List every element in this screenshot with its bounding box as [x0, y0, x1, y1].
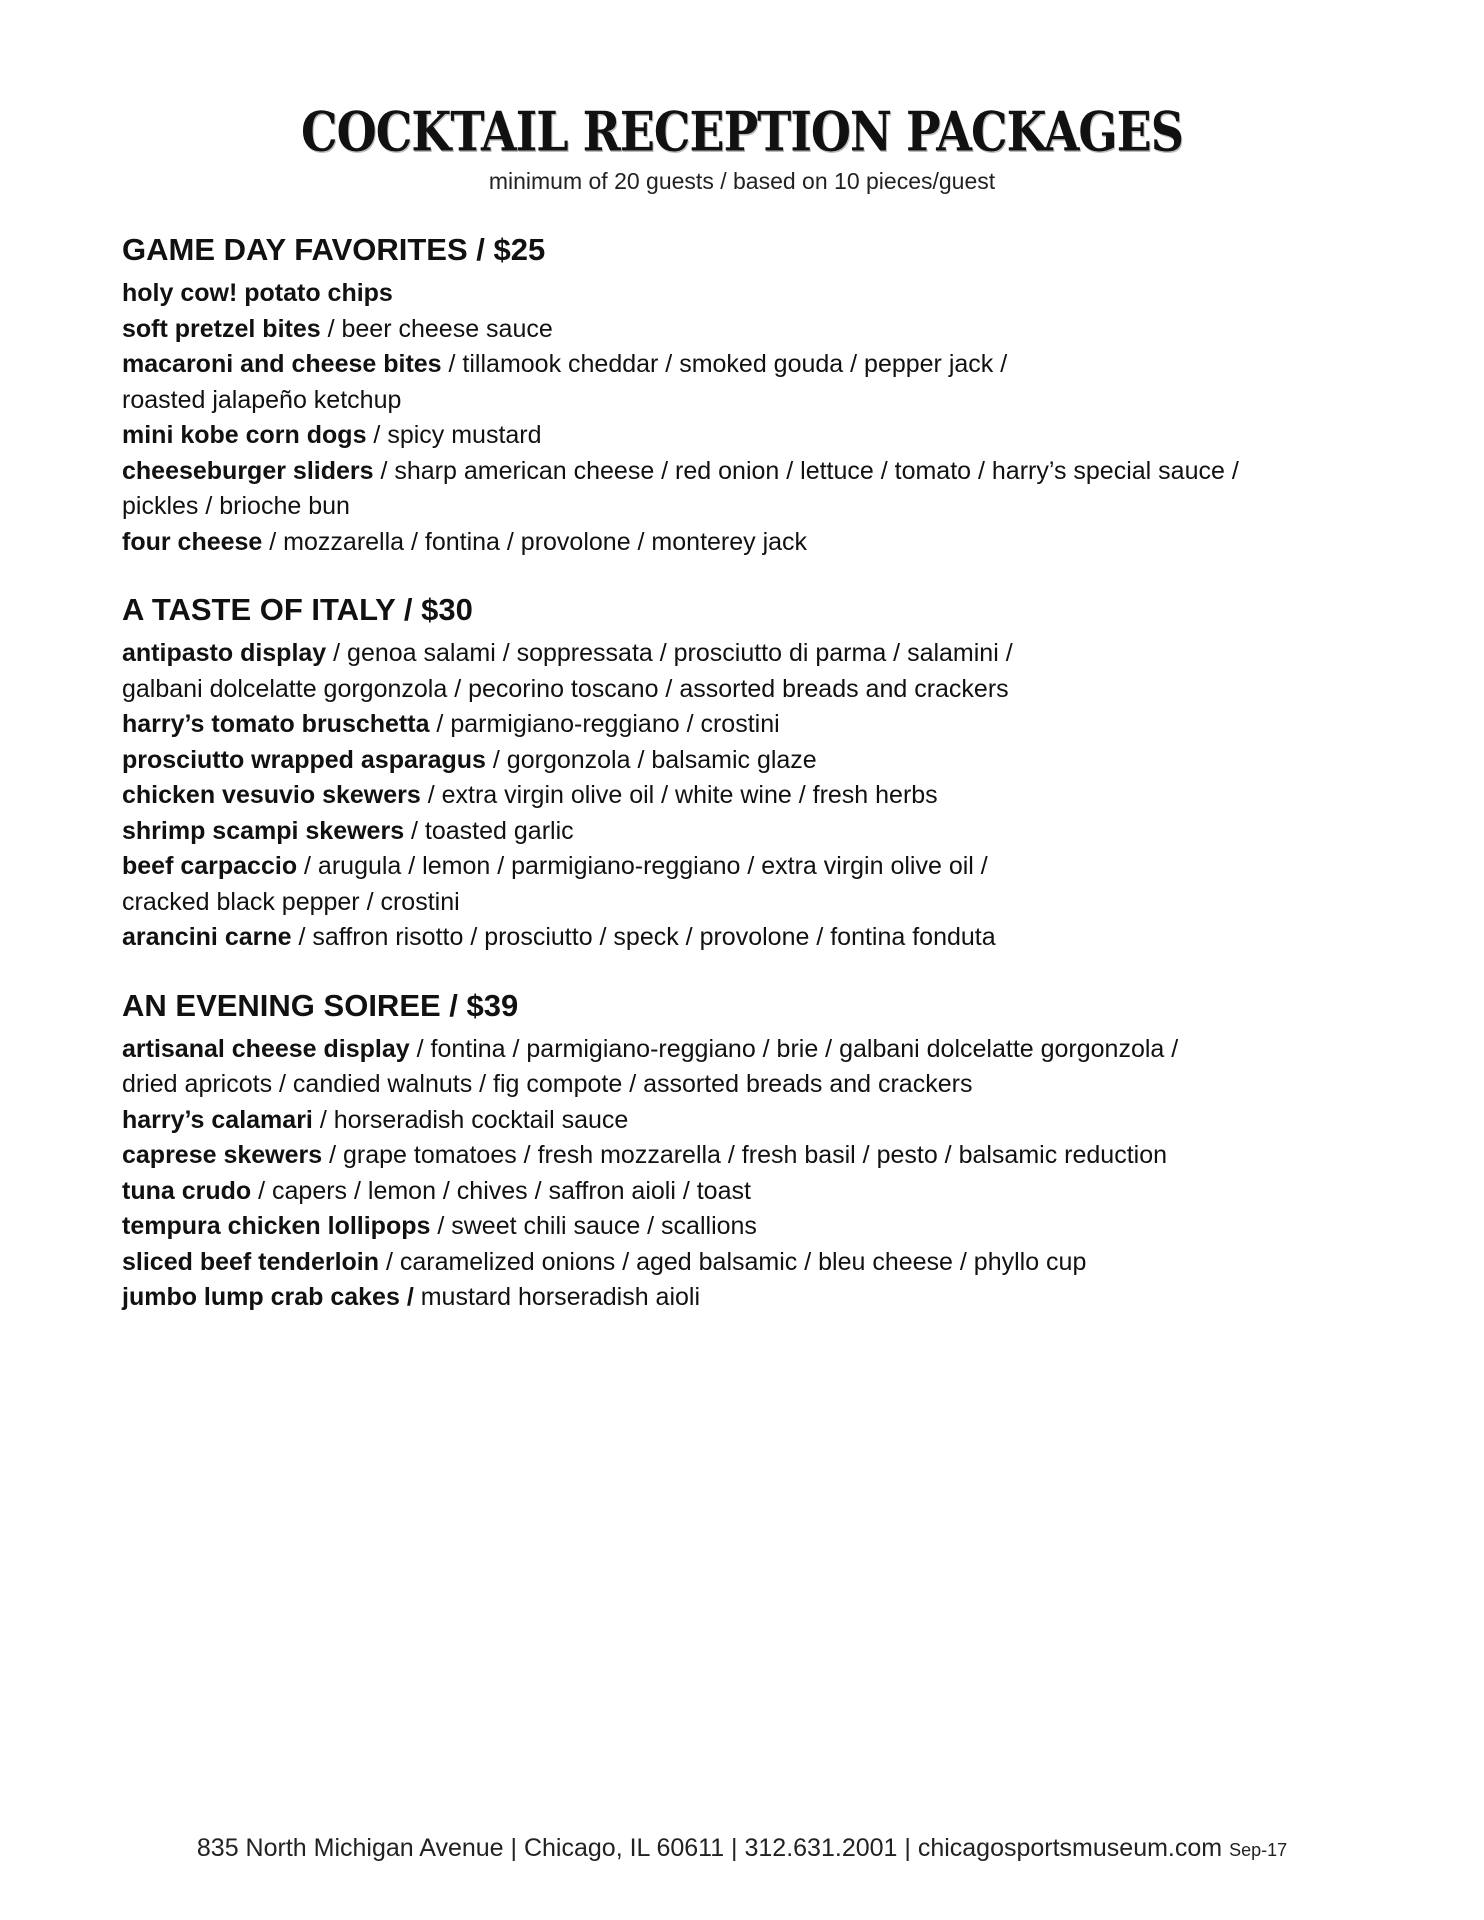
menu-item: [122, 1209, 1382, 1245]
menu-item-description: / horseradish cocktail sauce: [312, 1105, 629, 1134]
menu-item-description: / sharp american cheese / red onion / lettuce / tomato / harry’s special sauce / pickles / brioche bun: [122, 456, 1239, 520]
menu-item: [122, 920, 1382, 956]
menu-item-description: / parmigiano-reggiano / crostini: [429, 710, 780, 738]
menu-item: [122, 1245, 1382, 1281]
menu-item-name: artisanal cheese display: [122, 1034, 410, 1063]
menu-item-description: / arugula / lemon / parmigiano-reggiano / extra virgin olive oil / cracked black pepper / crostini: [122, 852, 988, 916]
menu-item-description: / grape tomatoes / fresh mozzarella / fresh basil / pesto / balsamic reduction: [322, 1141, 1168, 1169]
menu-item-description: / saffron risotto / prosciutto / speck / provolone / fontina fonduta: [291, 923, 996, 951]
menu-item-name: tuna crudo: [122, 1176, 252, 1205]
footer-date: Sep-17: [1229, 1840, 1288, 1860]
menu-item-name: sliced beef tenderloin: [122, 1247, 380, 1276]
section-heading: AN EVENING SOIREE / $39: [122, 987, 519, 1023]
menu-item: [122, 778, 1382, 814]
menu-item-name: caprese skewers: [122, 1141, 323, 1169]
menu-item-name: chicken vesuvio skewers: [122, 781, 421, 809]
menu-item: [122, 1138, 1382, 1174]
menu-item-name: shrimp scampi skewers: [122, 816, 405, 845]
menu-item: [122, 312, 1382, 348]
menu-section: [122, 228, 1382, 560]
menu-item: [122, 636, 1382, 707]
menu-body: [122, 228, 1382, 1344]
menu-item-description: / tillamook cheddar / smoked gouda / pepper jack / roasted jalapeño ketchup: [122, 350, 1008, 414]
menu-item-name: mini kobe corn dogs: [122, 421, 367, 449]
menu-item-name: harry’s calamari: [122, 1105, 313, 1134]
menu-item-name: prosciutto wrapped asparagus: [122, 745, 486, 774]
section-items: [122, 636, 1382, 956]
menu-item-name: jumbo lump crab cakes /: [122, 1283, 414, 1311]
menu-item: [122, 814, 1382, 850]
menu-section: [122, 984, 1382, 1316]
menu-item-description: / gorgonzola / balsamic glaze: [485, 745, 817, 774]
menu-item-name: tempura chicken lollipops: [122, 1212, 431, 1240]
page-title: COCKTAIL RECEPTION PACKAGES: [301, 100, 1183, 164]
menu-item: [122, 1103, 1382, 1139]
menu-item-name: antipasto display: [122, 639, 327, 667]
menu-item: [122, 347, 1382, 418]
menu-item: [122, 849, 1382, 920]
menu-item: [122, 707, 1382, 743]
menu-item-description: / caramelized onions / aged balsamic / bleu cheese / phyllo cup: [379, 1247, 1087, 1276]
menu-item-description: / mozzarella / fontina / provolone / monterey jack: [262, 527, 808, 556]
menu-item: [122, 1174, 1382, 1210]
menu-item-description: / fontina / parmigiano-reggiano / brie / galbani dolcelatte gorgonzola / dried apricots / candied walnuts / fig compote / assorted breads and crackers: [122, 1034, 1179, 1098]
footer: [0, 1834, 1484, 1863]
menu-item-description: / beer cheese sauce: [320, 314, 553, 343]
menu-item: [122, 1032, 1382, 1103]
menu-item-name: harry’s tomato bruschetta: [122, 710, 430, 738]
menu-item-description: / sweet chili sauce / scallions: [430, 1212, 757, 1240]
menu-item: [122, 418, 1382, 454]
menu-item-description: mustard horseradish aioli: [413, 1283, 701, 1311]
menu-item-description: / extra virgin olive oil / white wine / fresh herbs: [420, 781, 938, 809]
menu-item: [122, 525, 1382, 561]
page-subtitle: minimum of 20 guests / based on 10 pieces/guest: [488, 168, 996, 194]
menu-item-name: beef carpaccio: [122, 852, 298, 880]
section-items: [122, 1032, 1382, 1316]
menu-item-description: / capers / lemon / chives / saffron aioli / toast: [251, 1176, 751, 1205]
menu-item: [122, 454, 1382, 525]
section-heading: GAME DAY FAVORITES / $25: [122, 232, 546, 267]
section-heading: A TASTE OF ITALY / $30: [122, 592, 473, 627]
menu-item-description: / toasted garlic: [404, 816, 574, 845]
menu-item-name: cheeseburger sliders: [122, 456, 374, 485]
footer-address: 835 North Michigan Avenue | Chicago, IL 60611 | 312.631.2001 | chicagosportsmuseum.com: [196, 1834, 1223, 1862]
section-items: [122, 276, 1382, 560]
menu-item-description: / genoa salami / soppressata / prosciutto di parma / salamini / galbani dolcelatte gorgonzola / pecorino toscano / assorted breads and crackers: [122, 639, 1013, 703]
menu-section: [122, 588, 1382, 956]
menu-item-description: / spicy mustard: [366, 421, 542, 449]
menu-item-name: holy cow! potato chips: [122, 279, 393, 307]
menu-item-name: arancini carne: [122, 923, 292, 951]
menu-item-name: soft pretzel bites: [122, 314, 321, 343]
menu-item: [122, 1280, 1382, 1316]
menu-item: [122, 743, 1382, 779]
menu-item-name: macaroni and cheese bites: [122, 350, 442, 378]
menu-item: [122, 276, 1382, 312]
menu-item-name: four cheese: [122, 527, 263, 556]
